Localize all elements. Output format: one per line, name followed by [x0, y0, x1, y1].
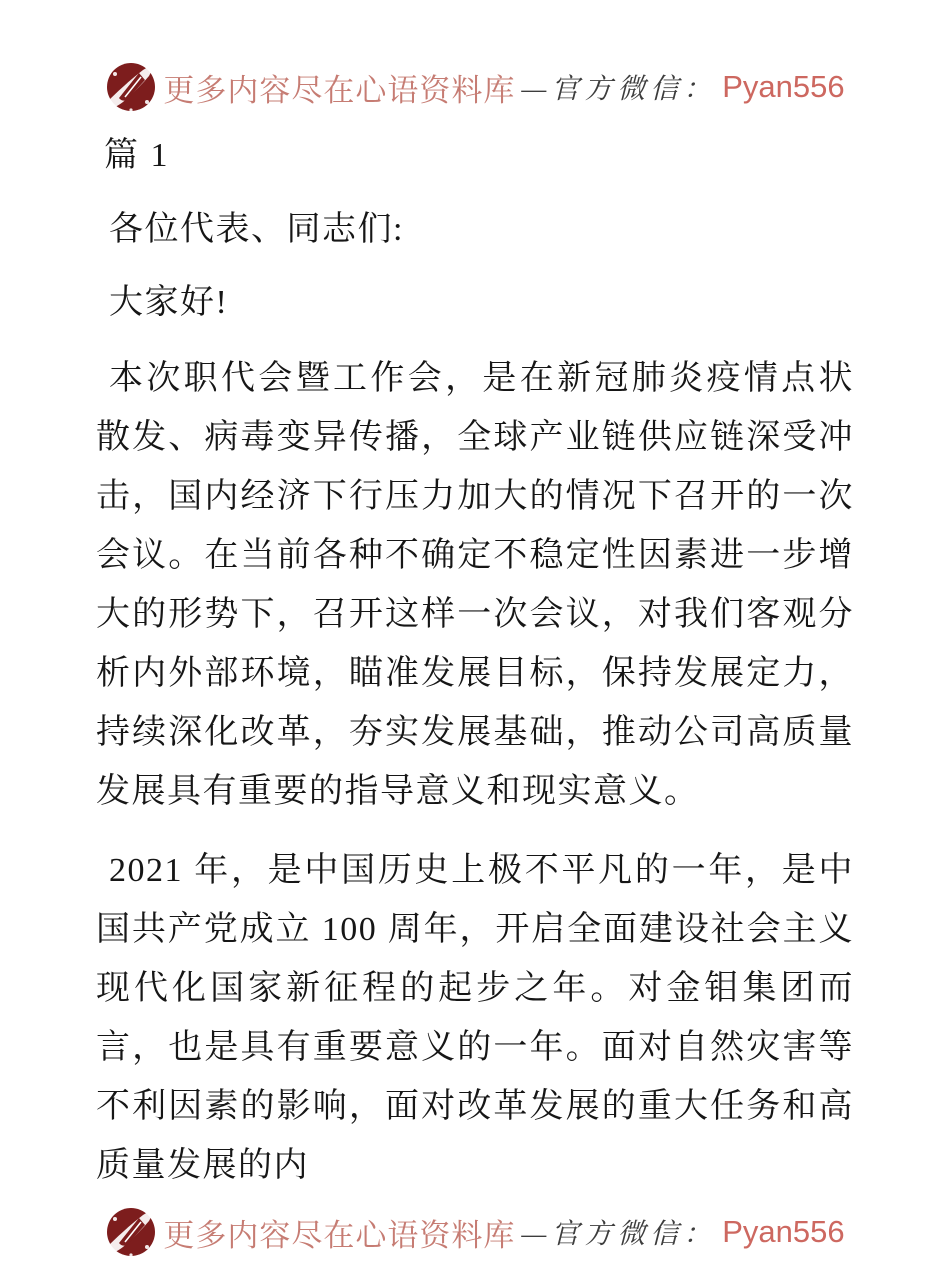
watermark-official-label: —官方微信： — [521, 1219, 717, 1250]
paragraph-body-1: 本次职代会暨工作会，是在新冠肺炎疫情点状散发、病毒变异传播，全球产业链供应链深受冲击，国内经济下行压力加大的情况下召开的一次会议。在当前各种不确定不稳定性因素进一步增大的形势下，召开这样一次会议，对我们客观分析内外部环境，瞄准发展目标，保持发展定力，持续深化改革，夯实发展基础，推动公司高质量发展具有重要的指导意义和现实意义。 — [96, 360, 854, 810]
paragraph-body-2: 2021 年，是中国历史上极不平凡的一年，是中国共产党成立 100 周年，开启全面建设社会主义现代化国家新征程的起步之年。对金钼集团而言，也是具有重要意义的一年。面对自然灾害等不利因素的影响，面对改革发展的重大任务和高质量发展的内 — [96, 852, 854, 1184]
watermark-official-label: —官方微信： — [521, 74, 717, 105]
watermark-wechat-id: Pyan556 — [722, 69, 845, 104]
document-page — [0, 116, 950, 1195]
section-title: 篇 1 — [104, 137, 170, 174]
paragraph-greeting: 大家好! — [109, 284, 229, 321]
watermark-wechat-id: Pyan556 — [722, 1214, 845, 1249]
watermark-brand-text: 更多内容尽在心语资料库 — [163, 1217, 516, 1253]
watermark-brand-text: 更多内容尽在心语资料库 — [163, 72, 516, 108]
pen-swirl-logo-icon — [105, 60, 157, 114]
paragraph-salutation: 各位代表、同志们: — [109, 211, 404, 248]
header-watermark — [0, 58, 950, 116]
footer-watermark — [0, 1203, 950, 1261]
pen-swirl-logo-icon — [105, 1205, 157, 1259]
